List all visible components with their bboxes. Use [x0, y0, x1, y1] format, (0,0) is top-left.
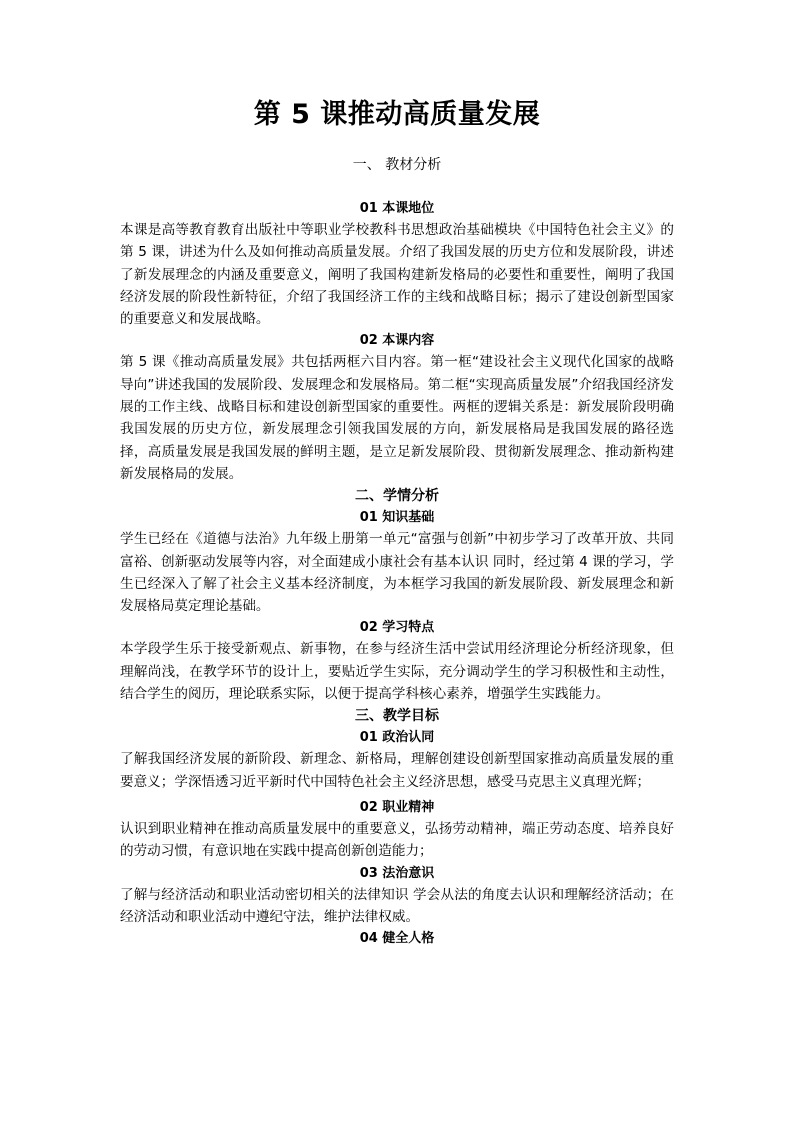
- subheading-political-identity: 01 政治认同: [359, 730, 435, 746]
- subheading-sound-personality: 04 健全人格: [359, 931, 435, 947]
- section-heading-teaching-goals: 三、教学目标: [355, 708, 439, 725]
- paragraph-lesson-position: 本课是高等教育教育出版社中等职业学校教科书思想政治基础模块《中国特色社会主义》的第 5 课，讲述为什么及如何推动高质量发展。介绍了我国发展的历史方位和发展阶段，讲述了新发展理念的内涵及重要意义，阐明了我国构建新发格局的必要性和重要性，阐明了我国经济发展的阶段性新特征，介绍了我国经济工作的主线和战略目标；揭示了建设创新型国家的重要意义和发展战略。: [120, 222, 674, 328]
- paragraph-political-identity: 了解我国经济发展的新阶段、新理念、新格局，理解创建设创新型国家推动高质量发展的重要意义；学深悟透习近平新时代中国特色社会主义经济思想，感受马克思主义真理光辉；: [120, 751, 674, 790]
- subheading-rule-of-law: 03 法治意识: [359, 865, 435, 881]
- section-heading-textbook-analysis: 一、 教材分析: [352, 157, 442, 173]
- subheading-knowledge-base: 01 知识基础: [359, 510, 435, 526]
- paragraph-lesson-content: 第 5 课《推动高质量发展》共包括两框六目内容。第一框“建设社会主义现代化国家的战略导向”讲述我国的发展阶段、发展理念和发展格局。第二框“实现高质量发展”介绍我国经济发展的工作主线、战略目标和建设创新型国家的重要性。两框的逻辑关系是：新发展阶段明确我国发展的历史方位，新发展理念引领我国发展的方向，新发展格局是我国发展的路径选择，高质量发展是我国发展的鲜明主题，是立足新发展阶段、贯彻新发展理念、推动新构建新发展格局的发展。: [120, 354, 674, 482]
- subheading-lesson-content: 02 本课内容: [359, 333, 435, 349]
- section-heading-student-analysis: 二、学情分析: [355, 488, 439, 505]
- paragraph-knowledge-base: 学生已经在《道德与法治》九年级上册第一单元“富强与创新”中初步学习了改革开放、共同富裕、创新驱动发展等内容，对全面建成小康社会有基本认识 同时，经过第 4 课的学习，学生已经深入了解了社会主义基本经济制度，为本框学习我国的新发展阶段、新发展理念和新发展格局莫定理论基础。: [120, 531, 674, 615]
- subheading-lesson-position: 01 本课地位: [359, 201, 435, 216]
- paragraph-rule-of-law: 了解与经济活动和职业活动密切相关的法律知识 学会从法的角度去认识和理解经济活动；在经济活动和职业活动中遵纪守法，维护法律权威。: [120, 886, 674, 925]
- subheading-learning-traits: 02 学习特点: [359, 620, 435, 636]
- subheading-professional-spirit: 02 职业精神: [359, 799, 435, 815]
- document-title: 第 5 课推动高质量发展: [253, 99, 541, 130]
- document-page: [120, 94, 674, 949]
- paragraph-professional-spirit: 认识到职业精神在推动高质量发展中的重要意义，弘扬劳动精神，端正劳动态度、培养良好的劳动习惯，有意识地在实践中提高创新创造能力；: [120, 820, 674, 860]
- paragraph-learning-traits: 本学段学生乐于接受新观点、新事物，在参与经济生活中尝试用经济理论分析经济现象，但理解尚浅，在教学环节的设计上，要贴近学生实际，充分调动学生的学习积极性和主动性，结合学生的阅历，理论联系实际，以便于提高学科核心素养，增强学生实践能力。: [120, 641, 674, 703]
